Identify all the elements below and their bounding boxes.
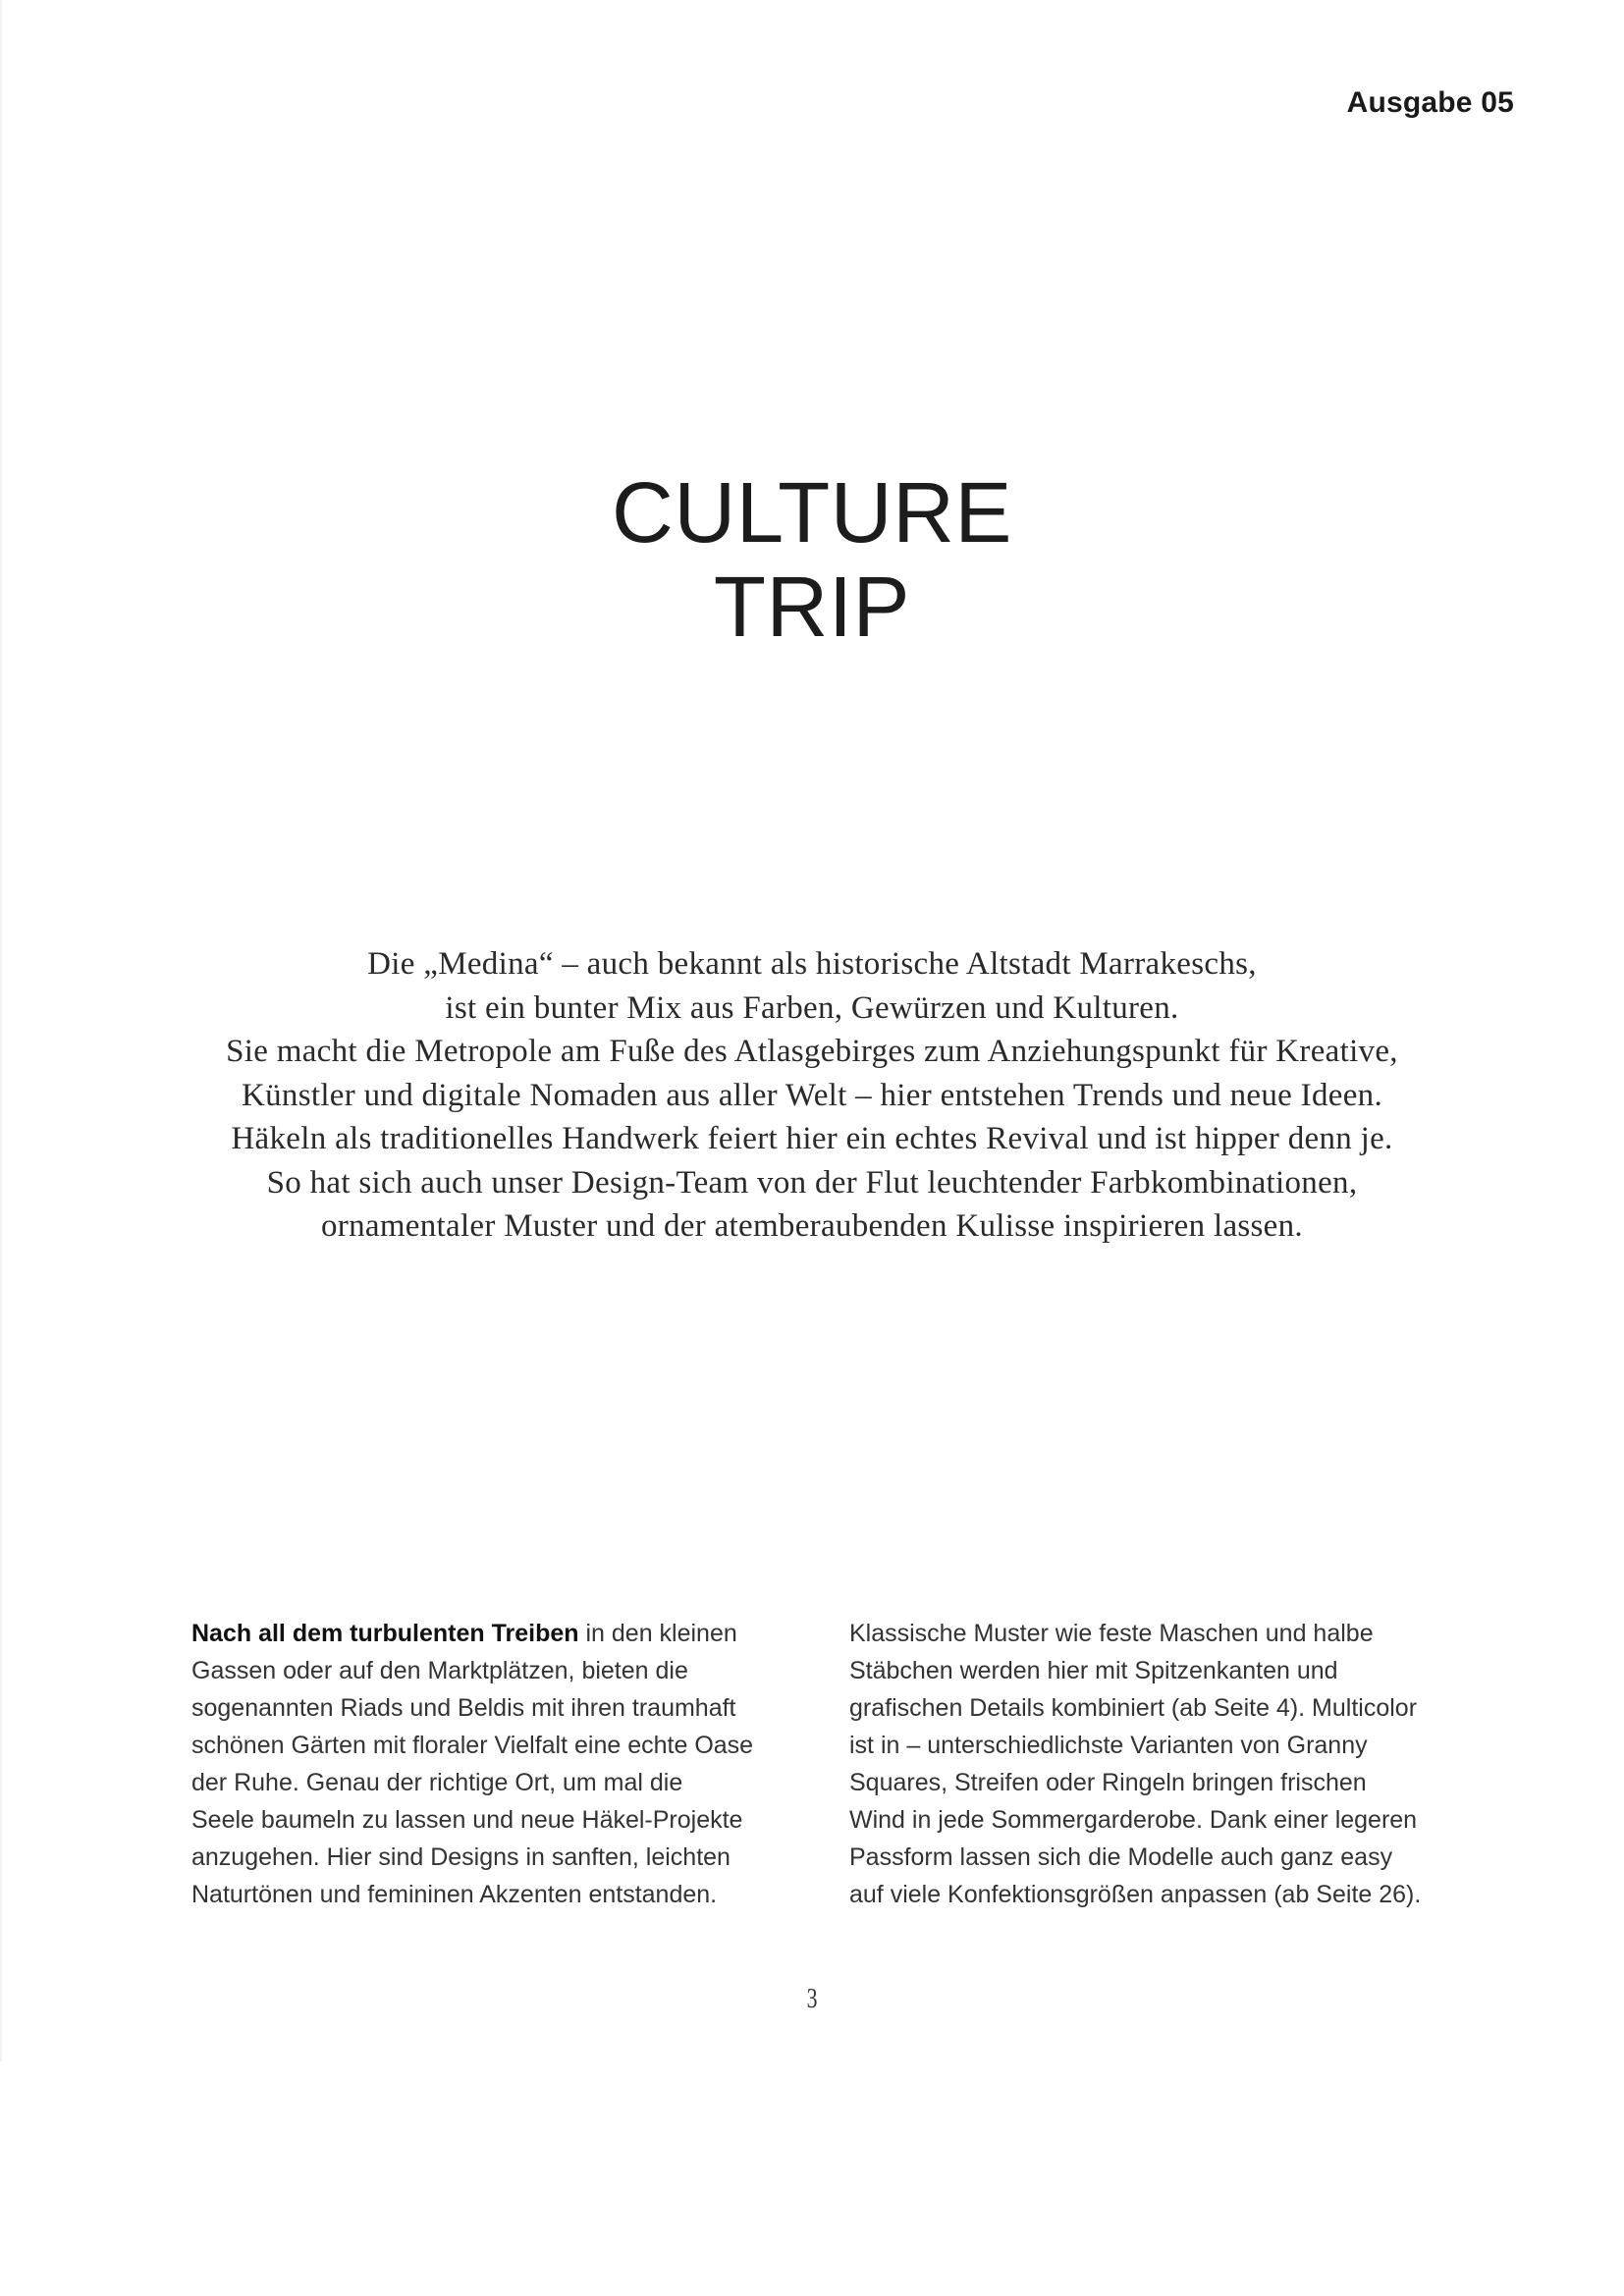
column-line: Naturtönen und femininen Akzenten entstanden. [191, 1881, 718, 1908]
column-left [191, 1615, 781, 1913]
intro-line: Häkeln als traditionelles Handwerk feiert hier ein echtes Revival und ist hipper denn je. [231, 1121, 1393, 1156]
page-title [0, 466, 1624, 655]
column-line: Squares, Streifen oder Ringeln bringen frischen [849, 1769, 1367, 1796]
column-line: anzugehen. Hier sind Designs in sanften, leichten [191, 1843, 731, 1871]
column-line: Stäbchen werden hier mit Spitzenkanten und [849, 1657, 1338, 1684]
column-line: grafischen Details kombiniert (ab Seite 4). Multicolor [849, 1694, 1418, 1722]
intro-line: Die „Medina“ – auch bekannt als historische Altstadt Marrakeschs, [367, 946, 1257, 982]
intro-line: ornamentaler Muster und der atemberaubenden Kulisse inspirieren lassen. [321, 1208, 1303, 1244]
intro-line: Sie macht die Metropole am Fuße des Atlasgebirges zum Anziehungspunkt für Kreative, [226, 1034, 1398, 1069]
column-line: Gassen oder auf den Marktplätzen, bieten die [191, 1657, 688, 1684]
column-line: sogenannten Riads und Beldis mit ihren traumhaft [191, 1694, 736, 1722]
column-line: Wind in jede Sommergarderobe. Dank einer legeren [849, 1806, 1418, 1834]
column-line [191, 1615, 781, 1652]
column-line: ist in – unterschiedlichste Varianten von Granny [849, 1732, 1368, 1759]
intro-line: ist ein bunter Mix aus Farben, Gewürzen und Kulturen. [445, 989, 1179, 1026]
column-right [849, 1615, 1438, 1913]
intro-paragraph [0, 942, 1624, 1249]
column-line: der Ruhe. Genau der richtige Ort, um mal die [191, 1769, 683, 1796]
title-line: CULTURE [612, 465, 1012, 561]
title-line: TRIP [713, 560, 911, 655]
column-line: Klassische Muster wie feste Maschen und halbe [849, 1620, 1374, 1647]
column-line: Seele baumeln zu lassen und neue Häkel-Projekte [191, 1806, 743, 1834]
column-line: Passform lassen sich die Modelle auch ganz easy [849, 1843, 1393, 1871]
intro-line: So hat sich auch unser Design-Team von der Flut leuchtender Farbkombinationen, [266, 1164, 1358, 1201]
page-number: 3 [806, 1983, 818, 2014]
column-line: schönen Gärten mit floraler Vielfalt eine echte Oase [191, 1732, 754, 1759]
issue-label: Ausgabe 05 [1346, 86, 1514, 119]
intro-line: Künstler und digitale Nomaden aus aller Welt – hier entstehen Trends und neue Ideen. [242, 1077, 1382, 1113]
lead-bold-text: Nach all dem turbulenten Treiben [191, 1620, 579, 1647]
column-line: auf viele Konfektionsgrößen anpassen (ab Seite 26). [849, 1881, 1422, 1908]
lead-rest-text: in den kleinen [578, 1620, 737, 1647]
body-columns [191, 1615, 1438, 1913]
